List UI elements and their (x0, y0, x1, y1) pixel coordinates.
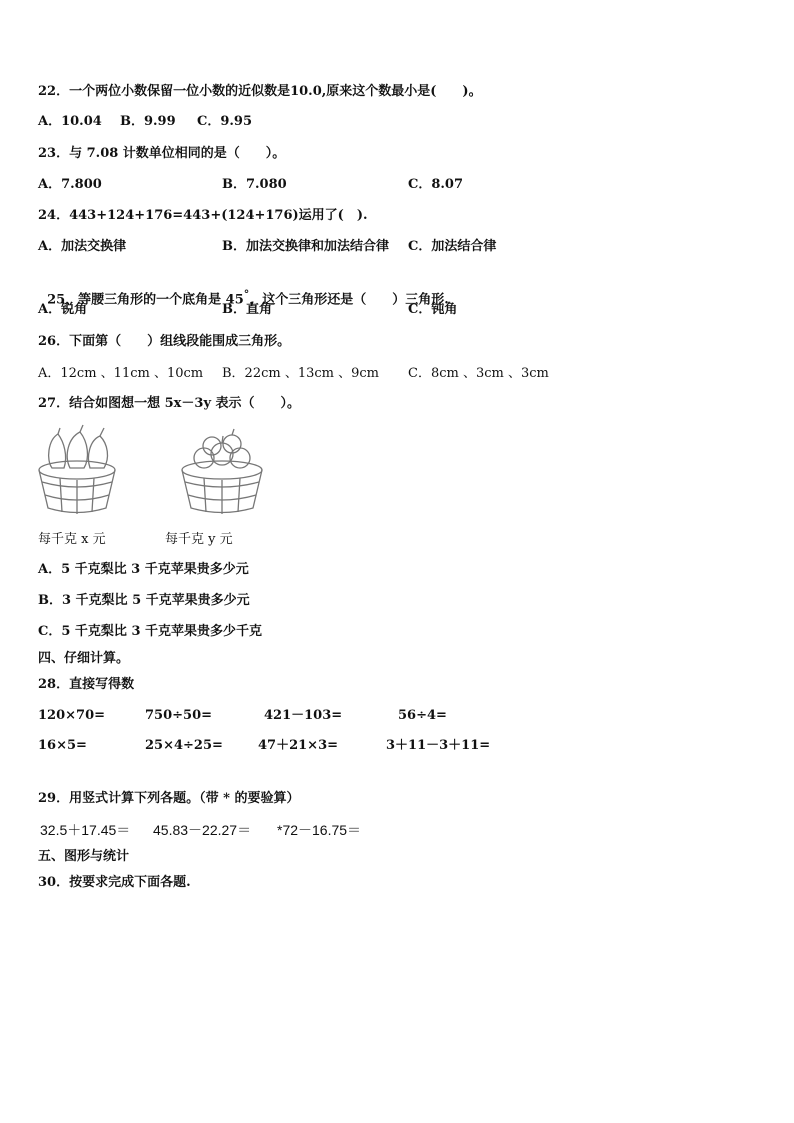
q25-option-b[interactable]: B．直角 (222, 302, 272, 317)
q29-item: 45.83－22.27＝ (153, 822, 252, 838)
q28-item: 421－103= (264, 708, 343, 723)
q28-item: 16×5= (38, 738, 87, 753)
q26-stem: 26．下面第（ ）组线段能围成三角形。 (38, 334, 291, 349)
q27-option-c[interactable]: C．5 千克梨比 3 千克苹果贵多少千克 (38, 624, 263, 639)
q22-option-c[interactable]: C．9.95 (197, 114, 253, 129)
q28-item: 56÷4= (398, 708, 447, 723)
section-4-heading: 四、仔细计算。 (38, 651, 130, 666)
q23-stem: 23．与 7.08 计数单位相同的是（ ）。 (38, 146, 286, 161)
q25-option-a[interactable]: A．锐角 (38, 302, 88, 317)
q22-option-b[interactable]: B．9.99 (120, 114, 176, 129)
q28-item: 120×70= (38, 708, 106, 723)
q25-option-c[interactable]: C．钝角 (408, 302, 458, 317)
q24-option-b[interactable]: B．加法交换律和加法结合律 (222, 239, 389, 254)
pear-price-caption: 每千克 x 元 (38, 532, 106, 547)
q28-stem: 28．直接写得数 (38, 677, 135, 692)
degree-mark: ° (243, 288, 250, 301)
q29-item: 32.5＋17.45＝ (40, 822, 131, 838)
q25-stem-after: ，这个三角形还是（ ）三角形. (249, 292, 449, 308)
q24-option-c[interactable]: C．加法结合律 (408, 239, 497, 254)
q28-item: 47＋21×3= (258, 738, 339, 753)
q29-item: *72－16.75＝ (277, 822, 362, 838)
pear-basket-image (34, 420, 120, 518)
q26-option-b[interactable]: B．22cm 、13cm 、9cm (222, 366, 379, 381)
q26-option-c[interactable]: C．8cm 、3cm 、3cm (408, 366, 549, 381)
q30-stem: 30．按要求完成下面各题. (38, 875, 191, 890)
q27-option-b[interactable]: B．3 千克梨比 5 千克苹果贵多少元 (38, 593, 250, 608)
q23-option-a[interactable]: A．7.800 (38, 177, 102, 192)
apple-basket-image (176, 424, 268, 518)
q23-option-c[interactable]: C．8.07 (408, 177, 464, 192)
q22-option-a[interactable]: A．10.04 (38, 114, 102, 129)
q27-option-a[interactable]: A．5 千克梨比 3 千克苹果贵多少元 (38, 562, 249, 577)
q26-option-a[interactable]: A．12cm 、11cm 、10cm (38, 366, 204, 381)
section-5-heading: 五、图形与统计 (38, 849, 130, 864)
q28-item: 750÷50= (145, 708, 213, 723)
q27-stem: 27．结合如图想一想 5x－3y 表示（ ）。 (38, 396, 301, 411)
q23-option-b[interactable]: B．7.080 (222, 177, 287, 192)
q28-item: 3＋11－3＋11= (386, 738, 491, 753)
q24-option-a[interactable]: A．加法交换律 (38, 239, 127, 254)
q24-stem: 24．443+124+176=443+(124+176)运用了( ). (38, 208, 368, 223)
q28-item: 25×4÷25= (145, 738, 223, 753)
q22-stem: 22．一个两位小数保留一位小数的近似数是10.0,原来这个数最小是( )。 (38, 84, 482, 99)
q25-stem-before: 25．等腰三角形的一个底角是 45 (47, 292, 244, 308)
apple-price-caption: 每千克 y 元 (165, 532, 233, 547)
q29-stem: 29．用竖式计算下列各题。（带 * 的要验算） (38, 791, 300, 806)
